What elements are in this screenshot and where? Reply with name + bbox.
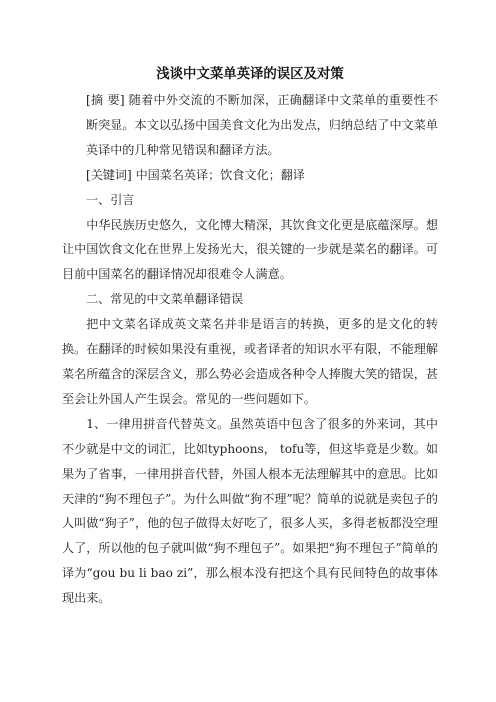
section2-item1: 1、一律用拼音代替英文。虽然英语中包含了很多的外来词，其中不少就是中文的词汇，比如typhoons， tofu等，但这毕竟是少数。如果为了省事，一律用拼音代替，外国人根本无法理解其中的意思。比如天津的“狗不理包子”。为什么叫做“狗不理”呢？简单的说就是卖包子的人叫做“狗子”，他的包子做得太好吃了，很多人买，多得老板都没空理人了，所以他的包子就叫做“狗不理包子”。如果把“狗不理包子”简单的译为“gou bu li bao zi”，那么根本没有把这个具有民间特色的故事体现出来。 xyxy=(62,416,438,606)
section2-heading: 二、常见的中文菜单翻译错误 xyxy=(86,292,244,307)
section2-paragraph: 把中文菜名译成英文菜名并非是语言的转换，更多的是文化的转换。在翻译的时候如果没有重视，或者译者的知识水平有限，不能理解菜名所蕴含的深层含义，那么势必会造成各种令人捧腹大笑的错误，甚至会让外国人产生误会。常见的一些问题如下。 xyxy=(62,317,438,406)
document-title: 浅谈中文菜单英译的误区及对策 xyxy=(156,66,344,82)
abstract-label: [摘 要] xyxy=(86,93,125,107)
keywords-paragraph xyxy=(62,163,438,188)
section1-paragraph: 中华民族历史悠久，文化博大精深，其饮食文化更是底蕴深厚。想让中国饮食文化在世界上发扬光大，很关键的一步就是菜名的翻译。可目前中国菜名的翻译情况却很难令人满意。 xyxy=(62,217,438,282)
abstract-text: 随着中外交流的不断加深，正确翻译中文菜单的重要性不断突显。本文以弘扬中国美食文化为出发点，归纳总结了中文菜单英译中的几种常见错误和翻译方法。 xyxy=(86,93,438,157)
keywords-label: [关键词] xyxy=(86,167,132,182)
abstract-paragraph xyxy=(62,88,438,163)
section1-heading: 一、引言 xyxy=(86,192,135,207)
keywords-text: 中国菜名英译；饮食文化；翻译 xyxy=(131,167,305,182)
